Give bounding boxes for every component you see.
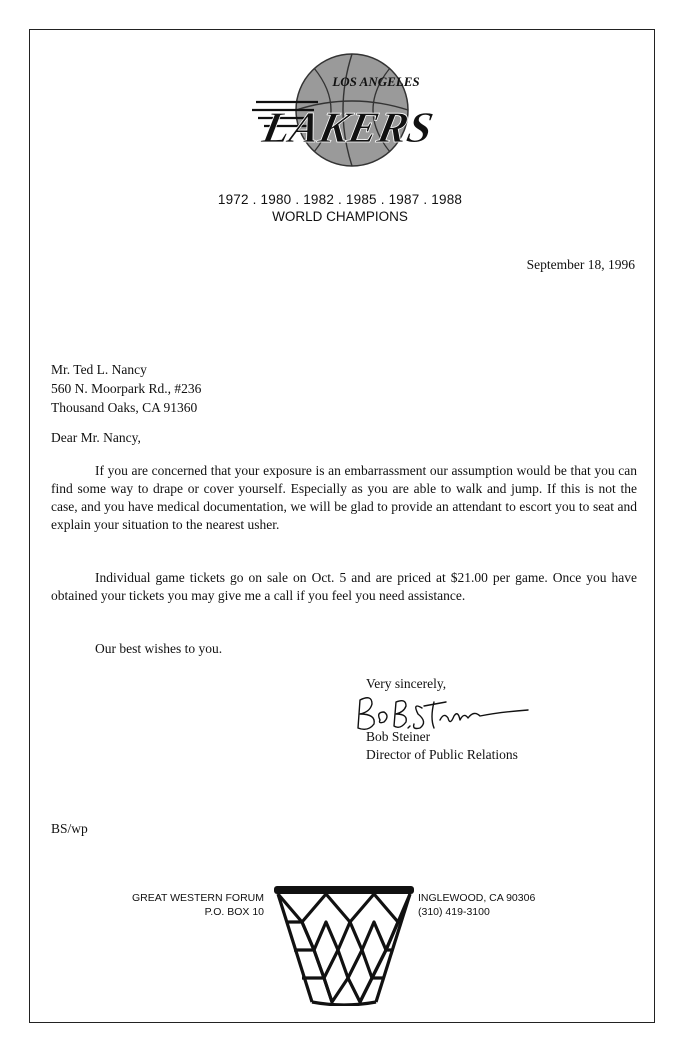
typist-initials: BS/wp bbox=[51, 821, 88, 836]
letter-date: September 18, 1996 bbox=[526, 257, 635, 272]
basketball-hoop-icon bbox=[272, 882, 416, 1006]
recipient-street: 560 N. Moorpark Rd., #236 bbox=[51, 381, 202, 396]
recipient-city: Thousand Oaks, CA 91360 bbox=[51, 400, 198, 415]
signer-title: Director of Public Relations bbox=[366, 747, 518, 762]
footer-left-address bbox=[132, 891, 264, 919]
footer-phone: (310) 419-3100 bbox=[418, 906, 490, 918]
salutation: Dear Mr. Nancy, bbox=[51, 430, 141, 445]
recipient-address bbox=[51, 360, 201, 417]
body-paragraph-1: If you are concerned that your exposure is an embarrassment our assumption would be that you can find some way to drape or cover yourself. Especially as you are able to walk and jump. If this is not the case, and you have medical documentation, we will be glad to provide an attendant to escort you to seat and explain your situation to the nearest usher. bbox=[51, 463, 637, 532]
footer-venue: GREAT WESTERN FORUM bbox=[131, 892, 264, 904]
body-paragraph-2: Individual game tickets go on sale on Oct. 5 and are priced at $21.00 per game. Once you have obtained your tickets you may give me a call if you feel you need assistance. bbox=[51, 570, 637, 603]
recipient-name: Mr. Ted L. Nancy bbox=[51, 362, 147, 377]
body-paragraph-3: Our best wishes to you. bbox=[95, 641, 223, 656]
world-champions-label: WORLD CHAMPIONS bbox=[272, 209, 408, 224]
championship-years: 1972 . 1980 . 1982 . 1985 . 1987 . 1988 bbox=[217, 192, 463, 207]
logo-top-text: LOS ANGELES bbox=[332, 74, 420, 89]
lakers-logo bbox=[248, 52, 444, 172]
signer-block bbox=[366, 728, 518, 764]
logo-wordmark: LAKERS bbox=[258, 102, 438, 152]
signer-name: Bob Steiner bbox=[366, 729, 431, 744]
footer-po-box: P.O. BOX 10 bbox=[204, 906, 264, 918]
closing: Very sincerely, bbox=[366, 676, 447, 691]
footer-city: INGLEWOOD, CA 90306 bbox=[418, 892, 536, 904]
footer-right-address bbox=[418, 891, 535, 919]
